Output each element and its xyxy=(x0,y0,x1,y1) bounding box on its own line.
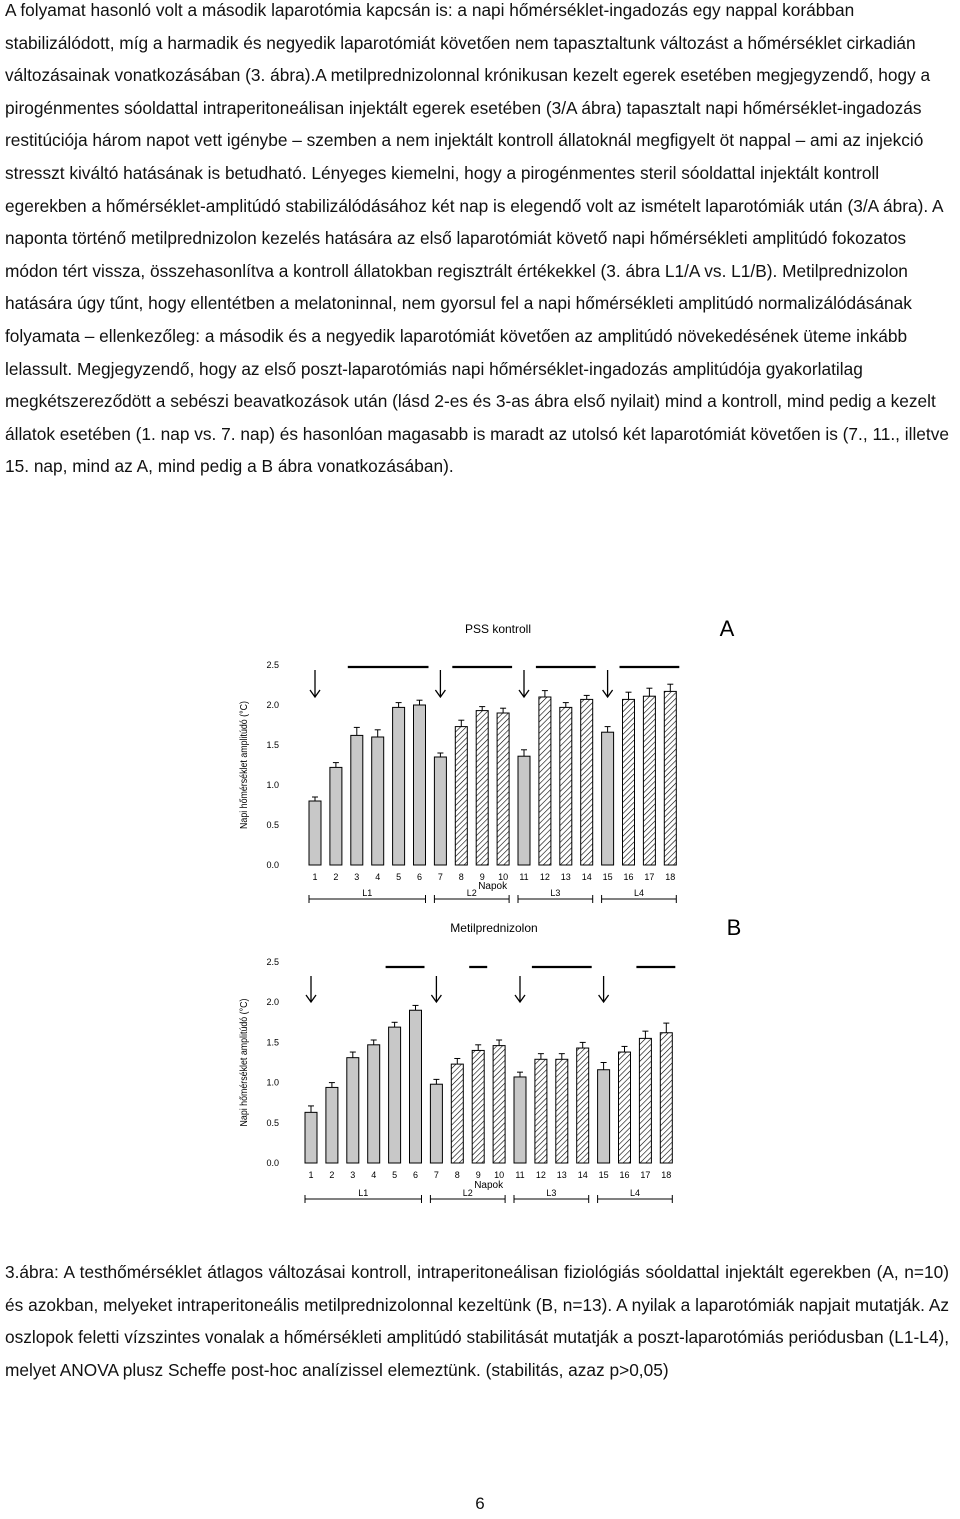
bar-day-14 xyxy=(581,699,593,865)
x-tick-label: 10 xyxy=(498,872,509,882)
period-label: L2 xyxy=(462,1188,473,1198)
bar-day-15 xyxy=(602,732,614,865)
y-tick-label: 2.5 xyxy=(266,660,279,670)
bar-day-3 xyxy=(351,735,363,865)
x-tick-label: 1 xyxy=(312,872,318,882)
bar-day-1 xyxy=(309,801,321,865)
x-tick-label: 4 xyxy=(371,1170,377,1180)
x-tick-label: 5 xyxy=(392,1170,398,1180)
bar-day-17 xyxy=(643,696,655,865)
x-tick-label: 11 xyxy=(515,1170,525,1180)
x-tick-label: 17 xyxy=(644,872,655,882)
bar-day-7 xyxy=(430,1084,442,1163)
bar-day-10 xyxy=(493,1046,505,1163)
y-axis-label: Napi hőmérséklet amplitúdó (°C) xyxy=(239,981,250,1127)
y-tick-label: 1.5 xyxy=(266,740,279,750)
bar-day-16 xyxy=(623,699,635,865)
bar-day-13 xyxy=(556,1059,568,1163)
x-tick-label: 11 xyxy=(519,872,529,882)
bar-day-5 xyxy=(393,707,405,865)
x-axis-label: Napok xyxy=(474,1180,504,1191)
bar-day-15 xyxy=(598,1070,610,1163)
bar-day-9 xyxy=(476,711,488,865)
x-tick-label: 15 xyxy=(598,1170,609,1180)
chart-title: PSS kontroll xyxy=(464,622,532,636)
x-tick-label: 13 xyxy=(556,1170,567,1180)
x-tick-label: 10 xyxy=(494,1170,505,1180)
period-label: L3 xyxy=(550,888,561,898)
bar-day-11 xyxy=(514,1077,526,1163)
x-tick-label: 15 xyxy=(602,872,613,882)
y-tick-label: 2.5 xyxy=(266,957,279,967)
x-tick-label: 7 xyxy=(433,1170,439,1180)
x-tick-label: 5 xyxy=(396,872,402,882)
bar-day-4 xyxy=(368,1045,380,1163)
y-tick-label: 1.5 xyxy=(266,1037,279,1048)
bar-day-12 xyxy=(535,1059,547,1163)
x-tick-label: 4 xyxy=(375,872,381,882)
bar-day-16 xyxy=(619,1052,631,1163)
x-tick-label: 18 xyxy=(661,1170,672,1180)
bar-day-17 xyxy=(639,1038,651,1163)
y-tick-label: 2.0 xyxy=(266,997,279,1008)
period-label: L4 xyxy=(629,1188,640,1198)
x-tick-label: 9 xyxy=(475,1170,481,1180)
x-tick-label: 1 xyxy=(308,1170,314,1180)
figure-caption: 3.ábra: A testhőmérséklet átlagos változásai kontroll, intraperitoneálisan fiziológiás sóoldattal injektált egerekben (A, n=10) és azokban, melyeket intraperitoneális metilprednizolonnal kezeltünk (B, n=13). A nyilak a laparotómiák napjait mutatják. Az oszlopok feletti vízszintes vonalak a hőmérsékleti amplitúdó stabilitását mutatják a poszt-laparotómiás periódusban (L1-L4), melyet ANOVA plusz Scheffe post-hoc analízissel elemeztünk. (stabilitás, azaz p>0,05) xyxy=(5,1262,949,1380)
bar-day-6 xyxy=(414,705,426,865)
bar-day-2 xyxy=(326,1087,338,1163)
figure-panel-a xyxy=(230,612,735,912)
x-tick-label: 9 xyxy=(479,872,485,882)
x-tick-label: 7 xyxy=(437,872,443,882)
y-tick-label: 0.0 xyxy=(266,1158,279,1168)
y-tick-label: 1.0 xyxy=(266,780,279,790)
bar-day-8 xyxy=(451,1064,463,1163)
y-axis-label: Napi hőmérséklet amplitúdó (°C) xyxy=(239,684,250,829)
x-tick-label: 6 xyxy=(416,872,423,882)
body-paragraph: A folyamat hasonló volt a második laparotómia kapcsán is: a napi hőmérséklet-ingadozás egy nappal korábban stabilizálódott, míg a harmadik és negyedik laparotómiát követően nem tapasztaltunk változást a hőmérséklet cirkadián változásainak vonatkozásában (3. ábra).A metilprednizolonnal krónikusan kezelt egerek esetében megjegyzendő, hogy a pirogénmentes sóoldattal intraperitoneálisan injektált egerek esetében (3/A ábra) tapasztalt napi hőmérséklet-ingadozás restitúciója három napot vett igénybe – szemben a nem injektált kontroll állatoknál megfigyelt öt nappal – ami az injekció stresszt kiváltó hatásának is betudható. Lényeges kiemelni, hogy a pirogénmentes steril sóoldattal injektált kontroll egerekben a hőmérséklet-amplitúdó stabilizálódásához két nap is elegendő volt az ismételt laparotómiák után (3/A ábra). A naponta történő metilprednizolon kezelés hatására az első laparotómiát követő napi hőmérsékleti amplitúdó fokozatos módon tért vissza, összehasonlítva a kontroll állatokban regisztrált értékekkel (3. ábra L1/A vs. L1/B). Metilprednizolon hatására úgy tűnt, hogy ellentétben a melatoninnal, nem gyorsul fel a napi hőmérsékleti amplitúdó normalizálódásának folyamata – ellenkezőleg: a második és a negyedik laparotómiát követően az amplitúdó növekedésének üteme inkább lelassult. Megjegyzendő, hogy az első poszt-laparotómiás napi hőmérséklet-ingadozás amplitúdója gyakorlatilag megkétszereződött a sebészi beavatkozások után (lásd 2-es és 3-as ábra első nyilait) mind a kontroll, mind pedig a kezelt állatok esetében (1. nap vs. 7. nap) és hasonlóan magasabb is maradt az utolsó két laparotómiát követően is (7., 11., illetve 15. nap, mind az A, mind pedig a B ábra vonatkozásában). xyxy=(5,0,949,477)
x-tick-label: 3 xyxy=(350,1170,356,1180)
page-number: 6 xyxy=(475,1494,485,1513)
bar-day-18 xyxy=(664,691,676,865)
x-axis-label: Napok xyxy=(478,881,508,892)
x-tick-label: 2 xyxy=(333,872,339,882)
x-tick-label: 12 xyxy=(535,1170,546,1180)
panel-letter: A xyxy=(719,616,735,641)
x-tick-label: 18 xyxy=(665,872,676,882)
x-tick-label: 14 xyxy=(581,872,592,882)
x-tick-label: 16 xyxy=(619,1170,630,1180)
y-tick-label: 2.0 xyxy=(266,700,279,710)
period-label: L3 xyxy=(546,1188,557,1198)
panel-letter: B xyxy=(726,915,742,940)
bar-day-9 xyxy=(472,1050,484,1163)
chart-title: Metilprednizolon xyxy=(450,921,538,935)
period-label: L2 xyxy=(466,888,477,898)
bar-day-5 xyxy=(389,1027,401,1163)
x-tick-label: 2 xyxy=(329,1170,335,1180)
x-tick-label: 12 xyxy=(539,872,550,882)
period-label: L1 xyxy=(358,1188,369,1198)
y-tick-label: 0.5 xyxy=(266,820,279,830)
x-tick-label: 13 xyxy=(560,872,571,882)
period-label: L1 xyxy=(362,888,373,898)
bar-day-18 xyxy=(660,1033,672,1163)
period-label: L4 xyxy=(633,888,644,898)
bar-day-10 xyxy=(497,713,509,865)
bar-day-8 xyxy=(455,727,467,865)
bar-day-14 xyxy=(577,1048,589,1163)
figure-panel-b xyxy=(230,905,742,1210)
y-tick-label: 0.5 xyxy=(266,1117,279,1128)
x-tick-label: 16 xyxy=(623,872,634,882)
bar-day-7 xyxy=(434,757,446,865)
bar-day-11 xyxy=(518,756,530,865)
x-tick-label: 8 xyxy=(458,872,464,882)
bar-day-1 xyxy=(305,1112,317,1163)
bar-day-3 xyxy=(347,1058,359,1163)
x-tick-label: 14 xyxy=(577,1170,588,1180)
y-tick-label: 1.0 xyxy=(266,1077,279,1088)
bar-day-2 xyxy=(330,767,342,865)
bar-day-12 xyxy=(539,697,551,865)
bar-day-4 xyxy=(372,737,384,865)
bar-day-6 xyxy=(410,1010,422,1163)
x-tick-label: 8 xyxy=(454,1170,460,1180)
y-tick-label: 0.0 xyxy=(266,860,279,870)
x-tick-label: 3 xyxy=(354,872,360,882)
bar-day-13 xyxy=(560,707,572,865)
x-tick-label: 17 xyxy=(640,1170,651,1180)
x-tick-label: 6 xyxy=(412,1170,419,1180)
